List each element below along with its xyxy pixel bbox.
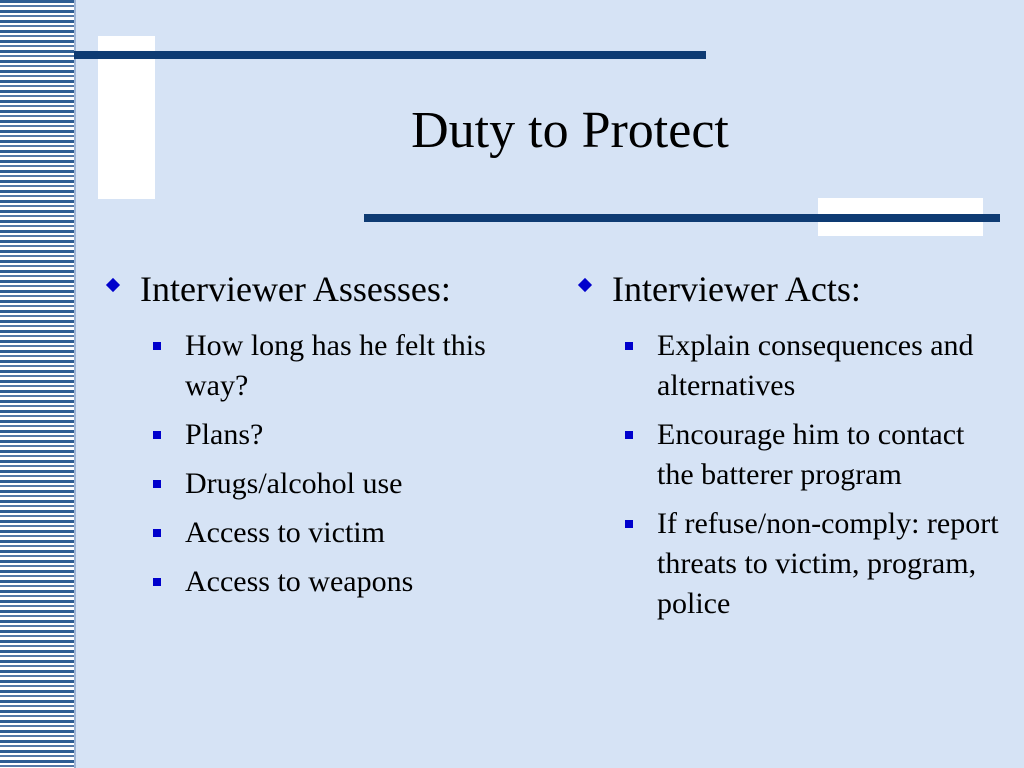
list-item: [185, 415, 524, 455]
left-column: [104, 266, 524, 611]
list-item: [185, 562, 524, 602]
list-item: [185, 464, 524, 504]
stripe-edge-line: [74, 0, 76, 768]
right-column: [576, 266, 1006, 633]
list-item-text: Access to victim: [185, 516, 385, 549]
title-underline-rule: [364, 214, 1000, 222]
right-column-heading: Interviewer Acts:: [612, 269, 861, 309]
left-bullet-list: [104, 326, 524, 602]
left-column-heading: Interviewer Assesses:: [140, 269, 451, 309]
square-bullet-icon: [153, 578, 161, 586]
list-item: [185, 326, 524, 406]
list-item-text: How long has he felt this way?: [185, 329, 486, 402]
right-bullet-list: [576, 326, 1006, 624]
square-bullet-icon: [153, 342, 161, 350]
square-bullet-icon: [153, 529, 161, 537]
left-heading-row: [104, 266, 524, 312]
square-bullet-icon: [625, 431, 633, 439]
right-heading-row: [576, 266, 1006, 312]
square-bullet-icon: [625, 520, 633, 528]
diamond-bullet-icon: [578, 278, 592, 292]
diamond-bullet-icon: [106, 278, 120, 292]
list-item-text: Plans?: [185, 418, 264, 451]
square-bullet-icon: [153, 431, 161, 439]
top-rule-line: [74, 51, 706, 59]
list-item: [657, 415, 1006, 495]
left-stripe-decoration: [0, 0, 74, 768]
list-item-text: Explain consequences and alternatives: [657, 329, 974, 402]
slide-title: Duty to Protect: [411, 102, 729, 159]
white-accent-block-top: [98, 36, 155, 199]
square-bullet-icon: [625, 342, 633, 350]
list-item: [657, 504, 1006, 624]
list-item-text: Drugs/alcohol use: [185, 467, 403, 500]
list-item: [185, 513, 524, 553]
list-item-text: If refuse/non-comply: report threats to victim, program, police: [657, 507, 999, 620]
list-item: [657, 326, 1006, 406]
square-bullet-icon: [153, 480, 161, 488]
list-item-text: Access to weapons: [185, 565, 414, 598]
list-item-text: Encourage him to contact the batterer program: [657, 418, 965, 491]
